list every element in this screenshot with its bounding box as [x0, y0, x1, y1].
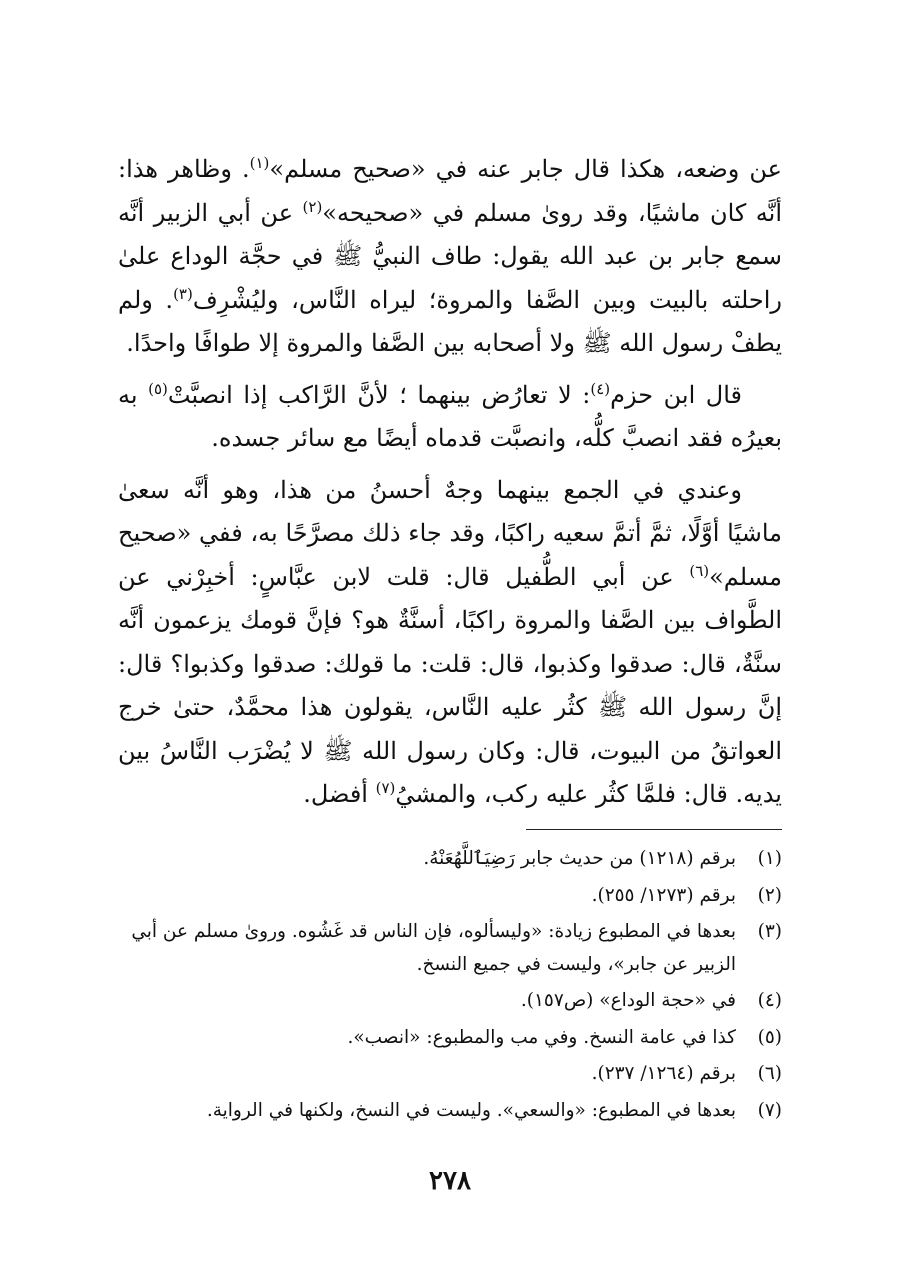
footnote-text: كذا في عامة النسخ. وفي مب والمطبوع: «انصب».	[347, 1026, 736, 1048]
footnote-number: (٧)	[757, 1099, 782, 1121]
footnote-2	[118, 880, 782, 913]
footnote-ref-5: (٥)	[148, 379, 168, 398]
text-segment: . وظاهر هذا: أنَّه كان ماشيًا، وقد روىٰ مسلم في «صحيحه»	[118, 155, 783, 227]
footnote-ref-7: (٧)	[375, 779, 396, 797]
footnote-text: برقم (١٢٧٣/ ٢٥٥).	[591, 884, 736, 906]
footnote-3	[118, 916, 782, 981]
text-segment: عن وضعه، هكذا قال جابر عنه في «صحيح مسلم»	[269, 155, 783, 183]
footnote-text: برقم (١٢٦٤/ ٢٣٧).	[591, 1063, 736, 1084]
footnote-7	[118, 1095, 782, 1128]
footnote-ref-2: (٢)	[302, 197, 323, 216]
text-segment: وعندي في الجمع بينهما وجهٌ أحسنُ من هذا، وهو أنَّه سعىٰ ماشيًا أوَّلًا، ثمَّ أتمَّ سعيه راكبًا، وقد جاء ذلك مصرَّحًا به، ففي «صحيح مسلم»	[118, 475, 782, 591]
paragraph-2	[118, 374, 782, 461]
text-segment: أفضل.	[303, 780, 376, 808]
footnotes-list	[118, 843, 782, 1131]
footnote-ref-6: (٦)	[689, 561, 710, 580]
text-segment: قال ابن حزم	[610, 380, 742, 409]
page-number: ٢٧٨	[429, 1166, 471, 1196]
footnote-4	[118, 985, 782, 1018]
text-segment: : لا تعارُض بينهما ؛ لأنَّ الرَّاكب إذا انصبَّتْ	[167, 380, 591, 409]
footnote-ref-4: (٤)	[590, 379, 611, 398]
footnote-ref-3: (٣)	[173, 284, 193, 303]
text-segment: عن أبي الطُّفيل قال: قلت لابن عبَّاسٍ: أخبِرْني عن الطَّواف بين الصَّفا والمروة راكبًا، أسنَّةٌ هو؟ فإنَّ قومك يزعمون أنَّه سنَّةٌ، قال: صدقوا وكذبوا، قال: قلت: ما قولك: صدقوا وكذبوا؟ قال: إنَّ رسول الله ﷺ كثُر عليه النَّاس، يقولون هذا محمَّدٌ، حتىٰ خرج العواتقُ من البيوت، قال: وكان رسول الله ﷺ لا يُضْرَب النَّاسُ بين يديه. قال: فلمَّا كثُر عليه ركب، والمشيُ	[118, 562, 782, 808]
footnote-number: (١)	[757, 848, 782, 869]
footnote-number: (٦)	[757, 1063, 782, 1084]
footnote-number: (٣)	[757, 921, 782, 942]
main-text	[118, 148, 782, 817]
footnote-divider	[526, 829, 782, 830]
paragraph-1	[118, 148, 782, 366]
footnote-number: (٥)	[757, 1026, 782, 1048]
footnote-6	[118, 1058, 782, 1091]
text-segment: عن أبي الزبير أنَّه سمع جابر بن عبد الله يقول: طاف النبيُّ ﷺ في حجَّة الوداع علىٰ راحلته بالبيت وبين الصَّفا والمروة؛ ليراه النَّاس، وليُشْرِف	[118, 198, 782, 314]
text-segment: به بعيرُه فقد انصبَّ كلُّه، وانصبَّت قدماه أيضًا مع سائر جسده.	[118, 380, 782, 452]
footnote-5	[118, 1022, 782, 1055]
footnote-ref-1: (١)	[249, 154, 270, 172]
text-segment: . ولم يطفْ رسول الله ﷺ ولا أصحابه بين الصَّفا والمروة إلا طوافًا واحدًا.	[118, 285, 782, 357]
footnote-1	[118, 843, 782, 876]
footnote-number: (٢)	[757, 884, 782, 906]
footnote-text: في «حجة الوداع» (ص١٥٧).	[520, 990, 736, 1011]
footnote-number: (٤)	[757, 990, 782, 1011]
footnote-text: بعدها في المطبوع: «والسعي». وليست في النسخ، ولكنها في الرواية.	[206, 1099, 736, 1121]
footnote-text: برقم (١٢١٨) من حديث جابر رَضِيَٱللَّهُعَنْهُ.	[423, 848, 736, 869]
paragraph-3	[118, 469, 782, 817]
footnote-text: بعدها في المطبوع زيادة: «وليسألوه، فإن الناس قد غَشُوه. وروىٰ مسلم عن أبي الزبير عن جابر»، وليست في جميع النسخ.	[131, 921, 736, 975]
